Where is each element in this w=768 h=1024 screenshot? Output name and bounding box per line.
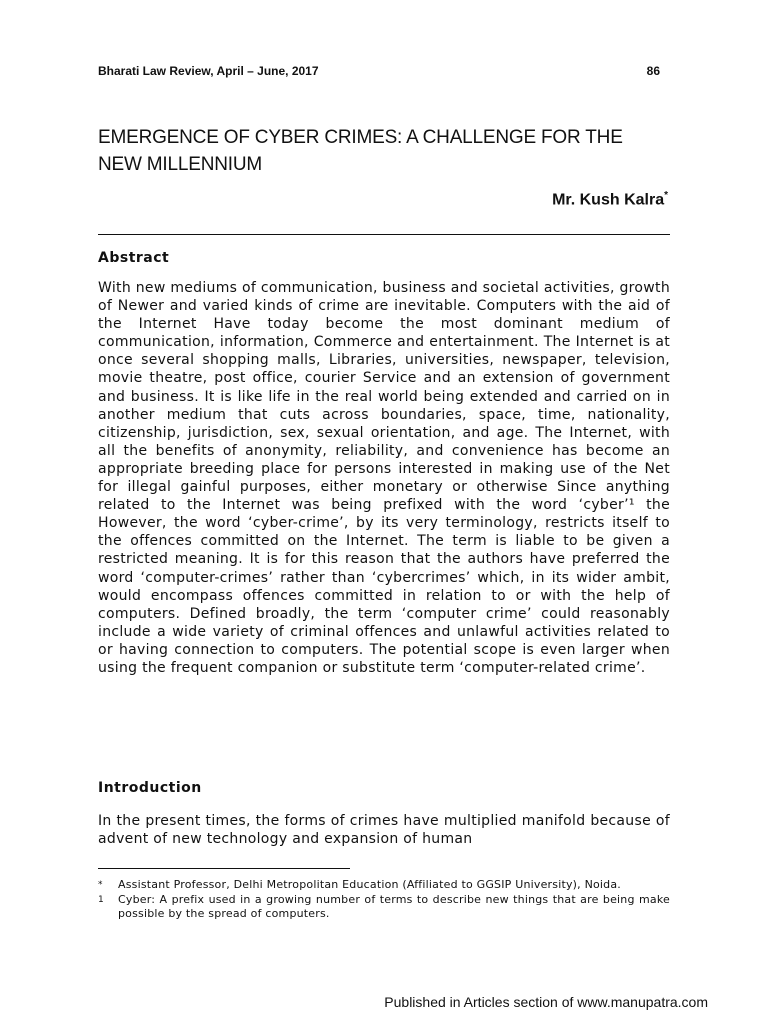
- journal-name: Bharati Law Review, April – June, 2017: [98, 64, 319, 78]
- page-number: 86: [646, 64, 660, 78]
- footnote-item: [98, 878, 670, 892]
- footnote-mark: *: [98, 880, 103, 890]
- abstract-heading: Abstract: [98, 250, 170, 266]
- author-footnote-mark: *: [664, 190, 668, 201]
- author-name: Mr. Kush Kalra: [552, 191, 665, 209]
- author-line: [552, 190, 668, 209]
- footnote-mark: 1: [98, 895, 104, 905]
- footnote-text: Assistant Professor, Delhi Metropolitan Education (Affiliated to GGSIP University), Noida.: [118, 878, 622, 891]
- footnote-item: [98, 893, 670, 921]
- footnotes: [98, 878, 670, 922]
- footnote-text: Cyber: A prefix used in a growing number of terms to describe new things that are being make possible by the spread of computers.: [118, 893, 670, 920]
- published-footer: Published in Articles section of www.manupatra.com: [384, 994, 708, 1010]
- abstract-text: With new mediums of communication, business and societal activities, growth of Newer and varied kinds of crime are inevitable. Computers with the aid of the Internet Have today become the most dominant medium of communication, information, Commerce and entertainment. The Internet is at once several shopping malls, Libraries, universities, newspaper, television, movie theatre, post office, courier Service and an extension of government and business. It is like life in the real world being extended and carried on in another medium that cuts across boundaries, space, time, nationality, citizenship, jurisdiction, sex, sexual orientation, and age. The Internet, with all the benefits of anonymity, reliability, and convenience has become an appropriate breeding place for persons interested in making use of the Net for illegal gainful purposes, either monetary or otherwise Since anything related to the Internet was being prefixed with the word ‘cyber’¹ the However, the word ‘cyber-crime’, by its very terminology, restricts itself to the offences committed on the Internet. The term is liable to be given a restricted meaning. It is for this reason that the authors have preferred the word ‘computer-crimes’ rather than ‘cybercrimes’ which, in its wider ambit, would encompass offences committed in relation to or with the help of computers. Defined broadly, the term ‘computer crime’ could reasonably include a wide variety of criminal offences and unlawful activities related to or having connection to computers. The potential scope is even larger when using the frequent companion or substitute term ‘computer-related crime’.: [98, 280, 670, 676]
- introduction-text: In the present times, the forms of crimes have multiplied manifold because of advent of new technology and expansion of human: [98, 813, 670, 848]
- article-title: EMERGENCE OF CYBER CRIMES: A CHALLENGE FOR THE NEW MILLENNIUM: [98, 127, 623, 175]
- footnote-divider: [98, 868, 350, 869]
- title-divider: [98, 234, 670, 235]
- running-header: [98, 64, 660, 78]
- introduction-heading: Introduction: [98, 780, 202, 796]
